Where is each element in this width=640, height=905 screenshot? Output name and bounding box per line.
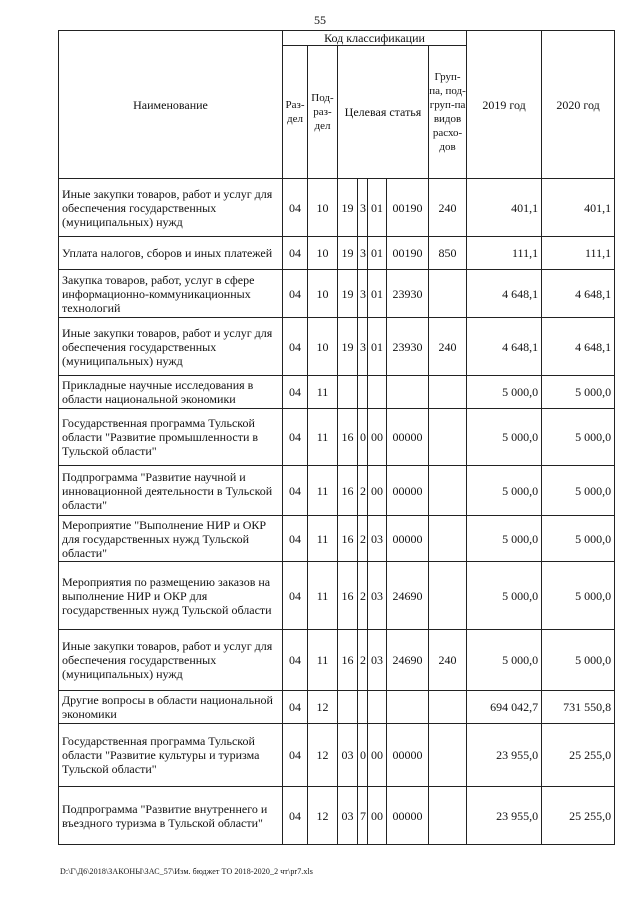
row-name: Иные закупки товаров, работ и услуг для обеспечения государственных (муниципальных) нужд (59, 179, 283, 237)
row-expense-group (429, 466, 467, 516)
row-target-direction: 00190 (387, 237, 429, 270)
row-target-direction: 23930 (387, 270, 429, 318)
header-razdel: Раз-дел (283, 46, 308, 179)
table-row (59, 318, 615, 376)
header-code: Код классификации (283, 31, 467, 46)
row-name: Другие вопросы в области национальной экономики (59, 691, 283, 724)
row-target-subprogram: 0 (358, 724, 368, 787)
row-razdel: 04 (283, 562, 308, 630)
row-target-program: 19 (338, 237, 358, 270)
row-target-direction: 00000 (387, 724, 429, 787)
row-target-event: 00 (368, 787, 387, 845)
row-razdel: 04 (283, 270, 308, 318)
header-target: Целевая статья (338, 46, 429, 179)
row-razdel: 04 (283, 376, 308, 409)
row-name: Подпрограмма "Развитие внутреннего и въездного туризма в Тульской области" (59, 787, 283, 845)
row-value-2020: 401,1 (542, 179, 615, 237)
row-expense-group: 240 (429, 630, 467, 691)
row-razdel: 04 (283, 724, 308, 787)
row-target-subprogram: 0 (358, 409, 368, 466)
row-name: Иные закупки товаров, работ и услуг для обеспечения государственных (муниципальных) нужд (59, 318, 283, 376)
header-name: Наименование (59, 31, 283, 179)
row-target-program: 03 (338, 787, 358, 845)
row-name: Подпрограмма "Развитие научной и инновационной деятельности в Тульской области" (59, 466, 283, 516)
header-podrazdel: Под-раз-дел (308, 46, 338, 179)
row-expense-group (429, 409, 467, 466)
row-target-event: 01 (368, 237, 387, 270)
table-row (59, 562, 615, 630)
row-target-event: 01 (368, 270, 387, 318)
row-expense-group (429, 376, 467, 409)
row-value-2019: 111,1 (467, 237, 542, 270)
row-target-event (368, 376, 387, 409)
row-expense-group (429, 691, 467, 724)
row-podrazdel: 10 (308, 318, 338, 376)
row-target-direction (387, 691, 429, 724)
row-expense-group (429, 270, 467, 318)
table-row (59, 516, 615, 562)
row-expense-group: 240 (429, 179, 467, 237)
row-target-program (338, 691, 358, 724)
row-podrazdel: 10 (308, 237, 338, 270)
row-target-program: 03 (338, 724, 358, 787)
row-value-2020: 4 648,1 (542, 270, 615, 318)
table-row (59, 466, 615, 516)
row-target-program (338, 376, 358, 409)
row-razdel: 04 (283, 466, 308, 516)
row-target-program: 16 (338, 516, 358, 562)
row-target-event: 03 (368, 516, 387, 562)
row-expense-group (429, 516, 467, 562)
row-target-event: 01 (368, 179, 387, 237)
row-value-2020: 25 255,0 (542, 787, 615, 845)
row-name: Иные закупки товаров, работ и услуг для обеспечения государственных (муниципальных) нужд (59, 630, 283, 691)
row-target-subprogram: 2 (358, 630, 368, 691)
row-value-2019: 4 648,1 (467, 270, 542, 318)
row-target-direction: 24690 (387, 630, 429, 691)
row-podrazdel: 10 (308, 179, 338, 237)
row-podrazdel: 11 (308, 466, 338, 516)
row-target-subprogram (358, 691, 368, 724)
row-value-2020: 25 255,0 (542, 724, 615, 787)
table-row (59, 179, 615, 237)
row-name: Прикладные научные исследования в области национальной экономики (59, 376, 283, 409)
row-podrazdel: 10 (308, 270, 338, 318)
row-target-program: 16 (338, 409, 358, 466)
header-group: Груп-па, под-груп-па видов расхо-дов (429, 46, 467, 179)
row-podrazdel: 11 (308, 376, 338, 409)
row-podrazdel: 12 (308, 787, 338, 845)
table-row (59, 270, 615, 318)
row-razdel: 04 (283, 179, 308, 237)
row-target-event (368, 691, 387, 724)
row-value-2020: 4 648,1 (542, 318, 615, 376)
row-name: Государственная программа Тульской области "Развитие промышленности в Тульской области" (59, 409, 283, 466)
row-value-2020: 5 000,0 (542, 466, 615, 516)
row-target-subprogram: 2 (358, 562, 368, 630)
row-podrazdel: 12 (308, 691, 338, 724)
header-2019: 2019 год (467, 31, 542, 179)
row-expense-group (429, 787, 467, 845)
row-razdel: 04 (283, 318, 308, 376)
table-row (59, 376, 615, 409)
row-podrazdel: 11 (308, 409, 338, 466)
row-target-program: 16 (338, 562, 358, 630)
row-target-direction: 00000 (387, 516, 429, 562)
row-value-2019: 23 955,0 (467, 787, 542, 845)
row-target-event: 00 (368, 724, 387, 787)
row-target-direction: 00000 (387, 409, 429, 466)
row-value-2020: 5 000,0 (542, 562, 615, 630)
budget-table (58, 30, 615, 845)
row-razdel: 04 (283, 409, 308, 466)
row-name: Мероприятие "Выполнение НИР и ОКР для государственных нужд Тульской области" (59, 516, 283, 562)
table-row (59, 691, 615, 724)
row-target-direction: 23930 (387, 318, 429, 376)
row-expense-group (429, 724, 467, 787)
row-target-program: 19 (338, 318, 358, 376)
row-target-program: 19 (338, 270, 358, 318)
row-name: Мероприятия по размещению заказов на выполнение НИР и ОКР для государственных нужд Тульской области (59, 562, 283, 630)
row-expense-group (429, 562, 467, 630)
row-value-2020: 5 000,0 (542, 376, 615, 409)
row-value-2019: 5 000,0 (467, 376, 542, 409)
row-value-2020: 111,1 (542, 237, 615, 270)
row-value-2020: 5 000,0 (542, 409, 615, 466)
table-row (59, 630, 615, 691)
header-2020: 2020 год (542, 31, 615, 179)
row-razdel: 04 (283, 516, 308, 562)
row-target-event: 01 (368, 318, 387, 376)
row-target-direction: 00000 (387, 466, 429, 516)
row-value-2019: 401,1 (467, 179, 542, 237)
row-value-2020: 5 000,0 (542, 630, 615, 691)
row-target-direction: 24690 (387, 562, 429, 630)
row-target-event: 00 (368, 409, 387, 466)
row-target-subprogram: 2 (358, 466, 368, 516)
row-target-subprogram: 3 (358, 237, 368, 270)
row-target-direction: 00000 (387, 787, 429, 845)
row-podrazdel: 11 (308, 562, 338, 630)
row-podrazdel: 11 (308, 630, 338, 691)
table-row (59, 409, 615, 466)
row-target-program: 16 (338, 630, 358, 691)
row-target-event: 03 (368, 630, 387, 691)
row-razdel: 04 (283, 691, 308, 724)
row-value-2019: 5 000,0 (467, 562, 542, 630)
row-name: Закупка товаров, работ, услуг в сфере информационно-коммуникационных технологий (59, 270, 283, 318)
row-name: Государственная программа Тульской области "Развитие культуры и туризма Тульской области" (59, 724, 283, 787)
row-target-subprogram: 3 (358, 179, 368, 237)
row-value-2019: 5 000,0 (467, 630, 542, 691)
row-value-2020: 5 000,0 (542, 516, 615, 562)
table-row (59, 724, 615, 787)
row-target-direction: 00190 (387, 179, 429, 237)
page-number: 55 (314, 13, 326, 27)
row-target-subprogram: 3 (358, 270, 368, 318)
row-target-direction (387, 376, 429, 409)
row-razdel: 04 (283, 237, 308, 270)
row-target-subprogram: 7 (358, 787, 368, 845)
row-target-subprogram: 2 (358, 516, 368, 562)
row-value-2019: 5 000,0 (467, 409, 542, 466)
row-target-program: 19 (338, 179, 358, 237)
row-value-2020: 731 550,8 (542, 691, 615, 724)
row-target-subprogram (358, 376, 368, 409)
row-target-event: 03 (368, 562, 387, 630)
row-value-2019: 23 955,0 (467, 724, 542, 787)
row-podrazdel: 11 (308, 516, 338, 562)
row-expense-group: 850 (429, 237, 467, 270)
row-podrazdel: 12 (308, 724, 338, 787)
row-razdel: 04 (283, 630, 308, 691)
row-target-program: 16 (338, 466, 358, 516)
table-row (59, 787, 615, 845)
row-razdel: 04 (283, 787, 308, 845)
row-value-2019: 5 000,0 (467, 466, 542, 516)
row-value-2019: 5 000,0 (467, 516, 542, 562)
row-expense-group: 240 (429, 318, 467, 376)
row-value-2019: 4 648,1 (467, 318, 542, 376)
header-row-top (59, 31, 615, 46)
row-target-subprogram: 3 (358, 318, 368, 376)
footer-path: D:\Г\Д6\2018\ЗАКОНЫ\ЗАС_57\Изм. бюджет ТО 2018-2020_2 чт\pr7.xls (60, 867, 314, 876)
row-name: Уплата налогов, сборов и иных платежей (59, 237, 283, 270)
row-target-event: 00 (368, 466, 387, 516)
row-value-2019: 694 042,7 (467, 691, 542, 724)
table-row (59, 237, 615, 270)
